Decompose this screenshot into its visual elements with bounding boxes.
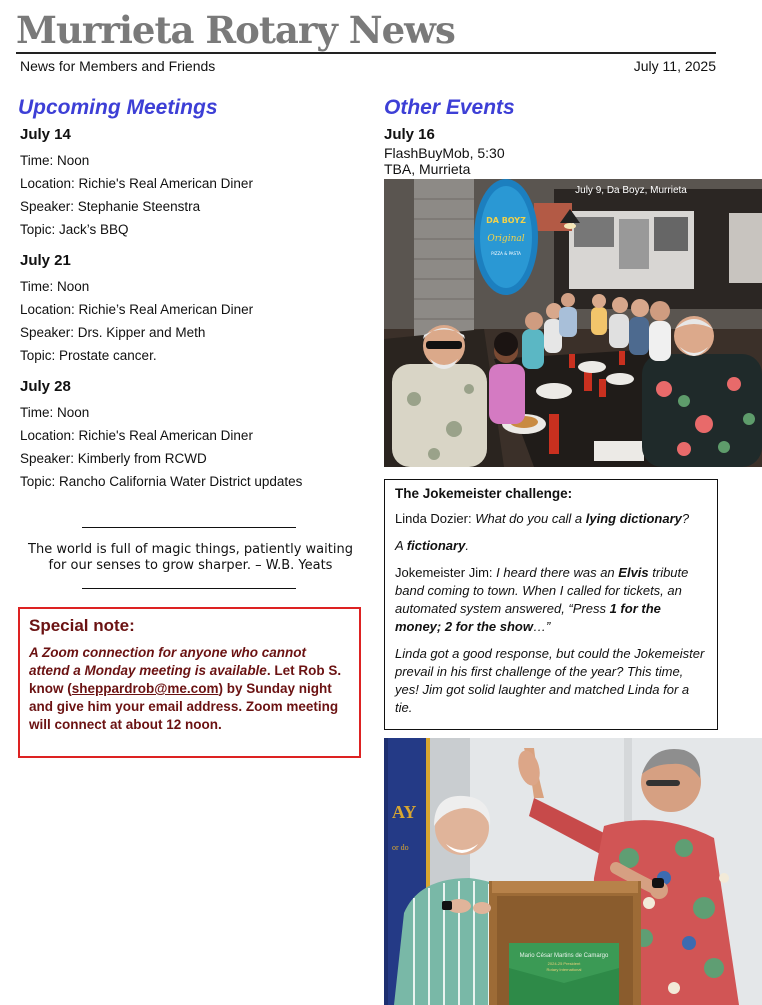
- joke-bold: lying dictionary: [585, 511, 682, 526]
- other-events-heading: Other Events: [384, 96, 515, 119]
- joke-text: tribute band coming to town. When I called for tickets, an automated system answered, “Press: [395, 565, 689, 616]
- meeting-item: [18, 126, 363, 241]
- special-note-text: ) by Sunday night and give him your email address. Zoom meeting will connect at about 12 noon.: [29, 681, 339, 732]
- upcoming-meetings-heading: Upcoming Meetings: [18, 96, 218, 119]
- joke-speaker: Jokemeister Jim:: [395, 565, 497, 580]
- meeting-topic: Topic: Prostate cancer.: [20, 348, 157, 363]
- newsletter-title: Murrieta Rotary News: [16, 8, 455, 52]
- podium-photo: [384, 738, 762, 1005]
- joke-text: .: [465, 538, 469, 553]
- special-note-body: [29, 644, 349, 734]
- meeting-topic: Topic: Rancho California Water District updates: [20, 474, 303, 489]
- joke-text: …”: [532, 619, 551, 634]
- meeting-location: Location: Richie’s Real American Diner: [20, 302, 254, 317]
- quote-divider-top: [82, 527, 296, 528]
- meeting-time: Time: Noon: [20, 405, 90, 420]
- issue-date: July 11, 2025: [633, 58, 716, 74]
- email-link[interactable]: sheppardrob@me.com: [71, 681, 219, 696]
- podium-photo-illustration: [384, 738, 762, 1005]
- event-date: July 16: [384, 126, 435, 143]
- meeting-item: [18, 252, 363, 367]
- da-boyz-sign-original: Original: [487, 234, 525, 244]
- joke-result: Linda got a good response, but could the Jokemeister prevail in his first challenge of the year? This time, yes! Jim got solid laughter and matched Linda for a tie.: [395, 646, 705, 715]
- meeting-topic: Topic: Jack’s BBQ: [20, 222, 129, 237]
- joke-answer: [395, 537, 707, 555]
- podium-banner-subtext: Rotary International: [546, 967, 582, 972]
- joke-text: What do you call a: [475, 511, 586, 526]
- joke-jim: [395, 564, 707, 636]
- event-location: TBA, Murrieta: [384, 161, 471, 177]
- joke-bold: Elvis: [618, 565, 649, 580]
- special-note-text: . Let Rob S. know (: [29, 663, 342, 696]
- meeting-speaker: Speaker: Drs. Kipper and Meth: [20, 325, 206, 340]
- joke-text: I heard there was an: [496, 565, 619, 580]
- da-boyz-sign-pizza: PIZZA & PASTA: [491, 251, 521, 256]
- podium-banner-text: Mario César Martins de Camargo: [519, 953, 609, 959]
- joke-text: A: [395, 538, 407, 553]
- meeting-time: Time: Noon: [20, 153, 90, 168]
- meeting-speaker: Speaker: Stephanie Steenstra: [20, 199, 201, 214]
- meeting-location: Location: Richie's Real American Diner: [20, 176, 253, 191]
- joke-bold: fictionary: [406, 538, 466, 553]
- left-column: [18, 96, 363, 758]
- banner-sub-text: or do: [392, 843, 409, 852]
- meeting-date: July 28: [20, 378, 71, 395]
- yeats-quote: The world is full of magic things, patiently waiting for our senses to grow sharper. – W.B. Yeats: [28, 542, 353, 573]
- meeting-time: Time: Noon: [20, 279, 90, 294]
- restaurant-photo-illustration: [384, 179, 762, 467]
- jokemeister-box: [384, 479, 718, 730]
- joke-question: [395, 510, 707, 528]
- special-note-lead: A Zoom connection for anyone who cannot attend a Monday meeting is available: [29, 645, 307, 678]
- podium-banner-subtext: 2024-25 President: [547, 961, 581, 966]
- newsletter-tagline: News for Members and Friends: [20, 58, 216, 74]
- meeting-item: [18, 378, 363, 493]
- masthead: [16, 8, 716, 74]
- da-boyz-sign-name: DA BOYZ: [486, 216, 526, 225]
- photo-caption: July 9, Da Boyz, Murrieta: [575, 185, 687, 196]
- joke-speaker: Linda Dozier:: [395, 511, 476, 526]
- meeting-speaker: Speaker: Kimberly from RCWD: [20, 451, 207, 466]
- right-column: [384, 96, 762, 730]
- special-note-box: [18, 607, 361, 758]
- joke-bold: 1 for the money; 2 for the show: [395, 601, 661, 634]
- quote-divider-bottom: [82, 588, 296, 589]
- meeting-location: Location: Richie's Real American Diner: [20, 428, 253, 443]
- meeting-date: July 21: [20, 252, 71, 269]
- restaurant-group-photo: [384, 179, 762, 467]
- event-name: FlashBuyMob, 5:30: [384, 145, 505, 161]
- meeting-date: July 14: [20, 126, 71, 143]
- jokemeister-title: The Jokemeister challenge:: [395, 486, 573, 501]
- banner-text: AY: [392, 802, 417, 822]
- special-note-title: Special note:: [29, 616, 135, 635]
- joke-text: ?: [681, 511, 690, 526]
- masthead-rule: [16, 52, 716, 54]
